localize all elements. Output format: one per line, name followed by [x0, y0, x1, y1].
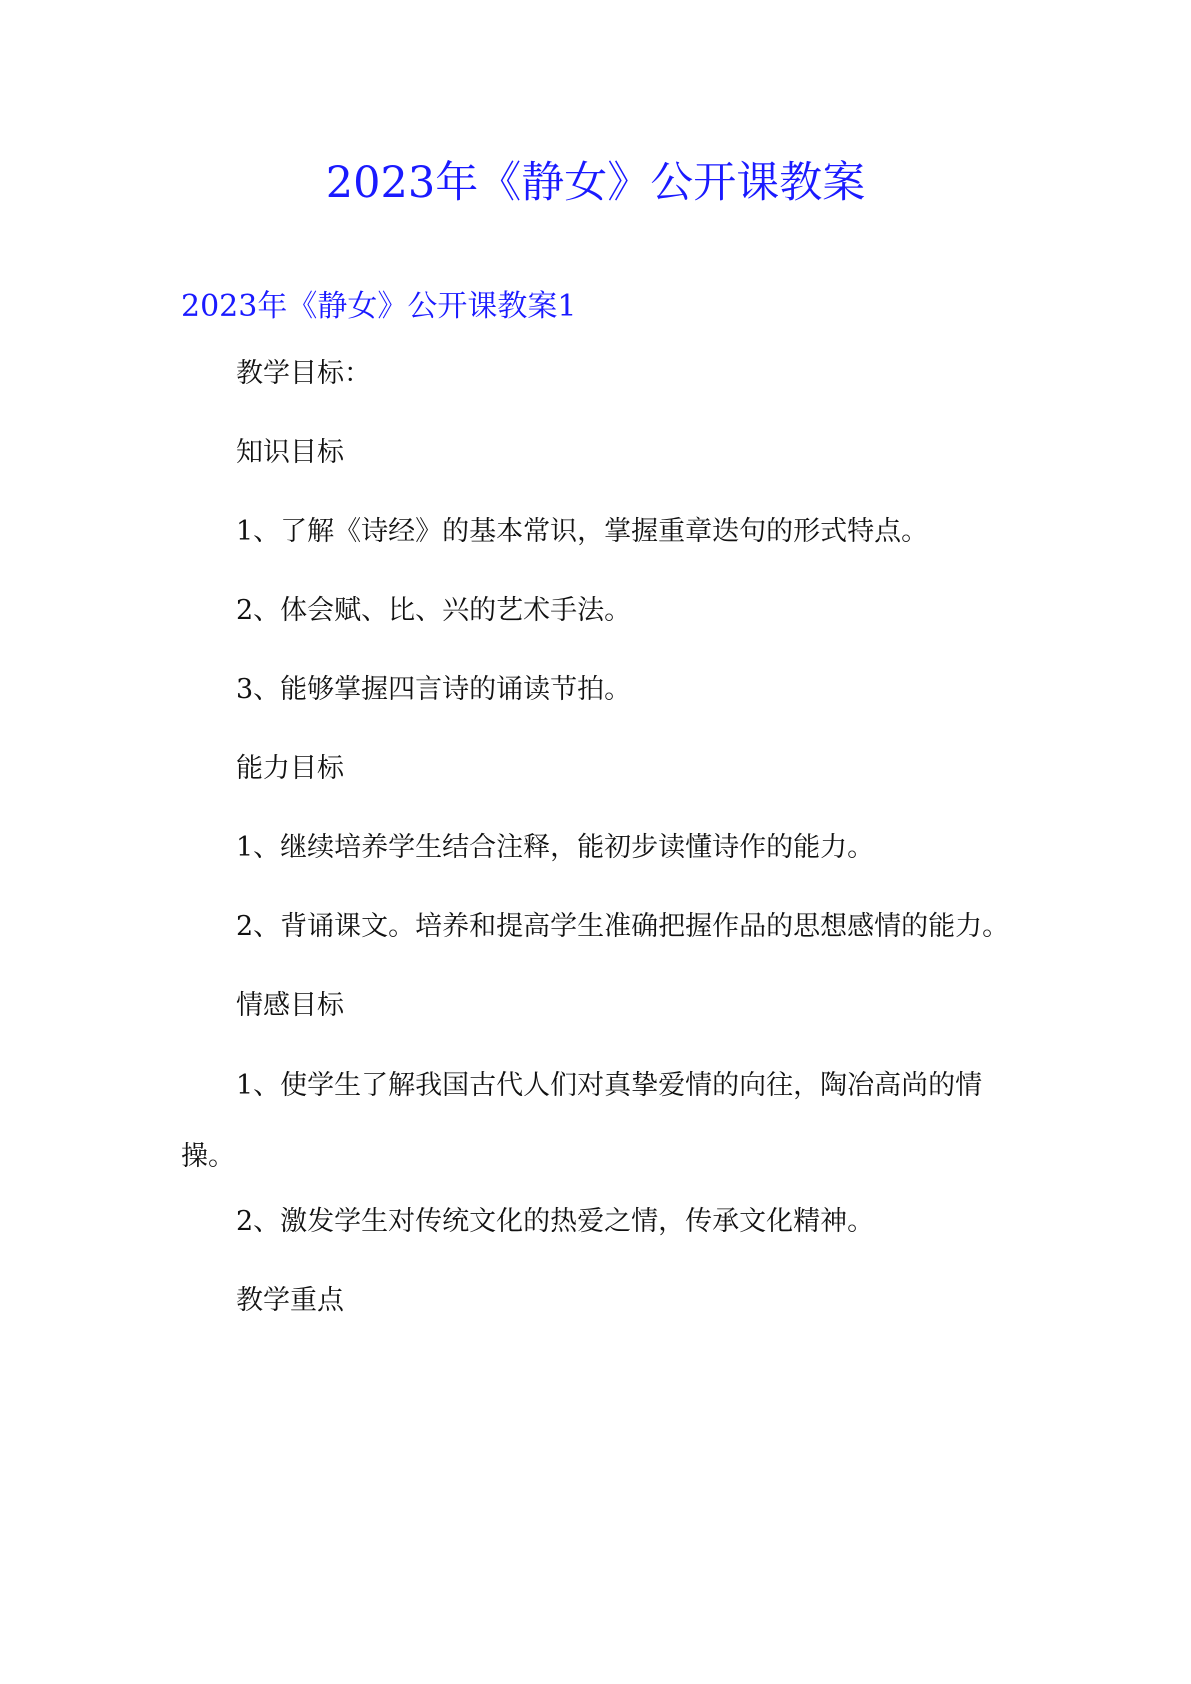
paragraph-emotion-goals: 情感目标	[236, 990, 344, 1021]
paragraph-ability-item-2: 2、背诵课文。培养和提高学生准确把握作品的思想感情的能力。	[236, 911, 1010, 942]
paragraph-knowledge-goals: 知识目标	[236, 437, 344, 468]
paragraph-teaching-focus: 教学重点	[236, 1285, 344, 1316]
paragraph-knowledge-item-2: 2、体会赋、比、兴的艺术手法。	[236, 595, 632, 626]
paragraph-knowledge-item-3: 3、能够掌握四言诗的诵读节拍。	[236, 674, 632, 705]
paragraph-emotion-item-1: 1、使学生了解我国古代人们对真挚爱情的向往，陶冶高尚的情操。	[181, 1070, 983, 1172]
section-title: 2023年《静女》公开课教案1	[181, 289, 577, 324]
paragraph-ability-item-1: 1、继续培养学生结合注释，能初步读懂诗作的能力。	[236, 832, 875, 863]
paragraph-ability-goals: 能力目标	[236, 753, 344, 784]
document-title: 2023年《静女》公开课教案	[325, 158, 866, 208]
paragraph-teaching-goals: 教学目标：	[236, 358, 371, 389]
paragraph-knowledge-item-1: 1、了解《诗经》的基本常识，掌握重章迭句的形式特点。	[236, 516, 929, 547]
paragraph-emotion-item-2: 2、激发学生对传统文化的热爱之情，传承文化精神。	[236, 1206, 875, 1237]
